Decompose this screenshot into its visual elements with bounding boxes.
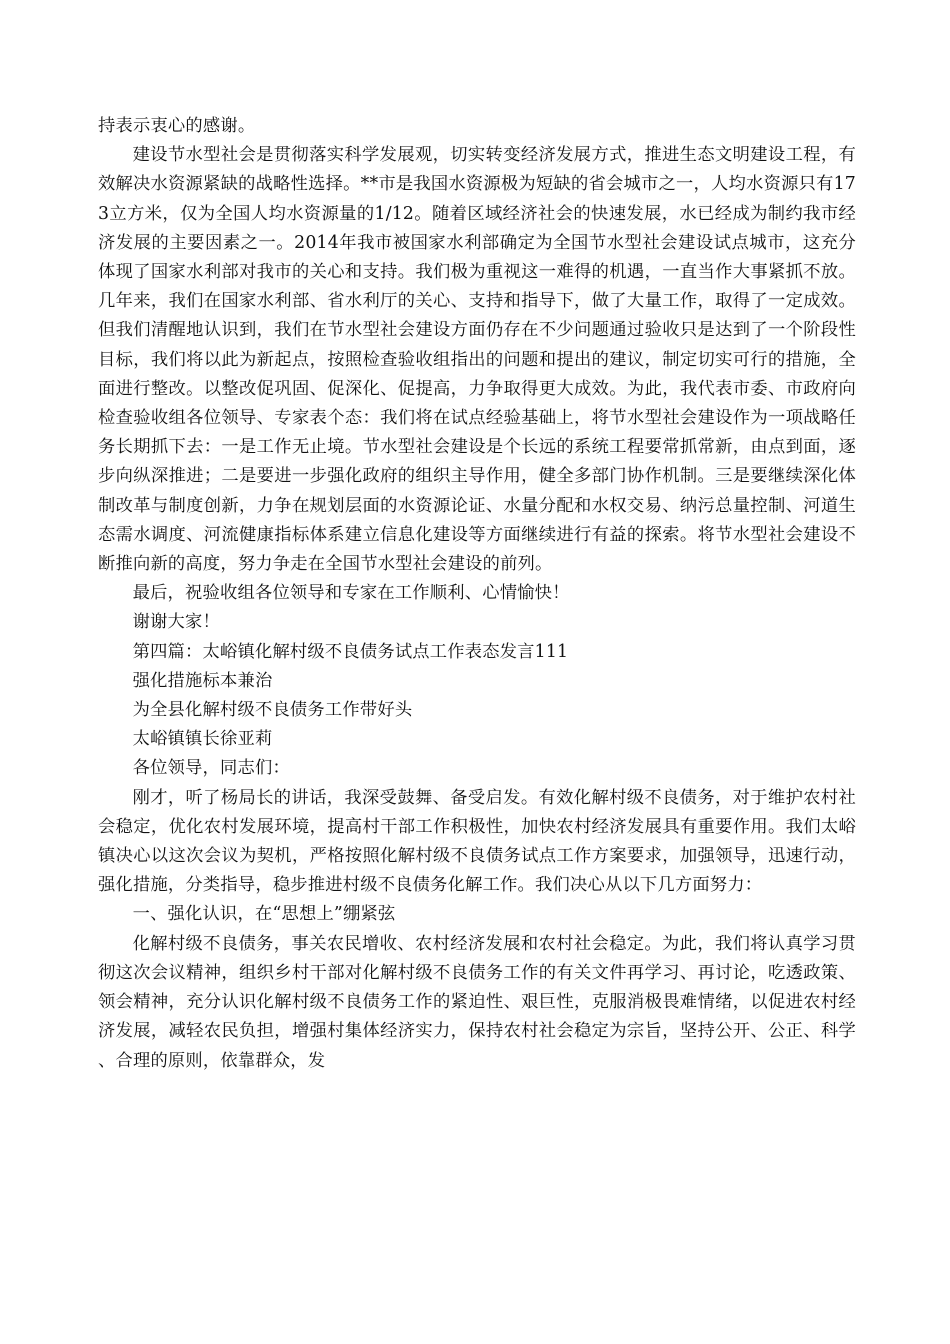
section-heading-part-four: 第四篇：太峪镇化解村级不良债务试点工作表态发言111 — [132, 641, 569, 662]
paragraph-closing-wishes: 最后，祝验收组各位领导和专家在工作顺利、心情愉快！ — [132, 583, 570, 604]
paragraph-debt-resolution: 化解村级不良债务，事关农民增收、农村经济发展和农村社会稳定。为此，我们将认真学习贯彻这次会议精神，组织乡村干部对化解村级不良债务工作的有关文件再学习、再讨论，吃透政策、领会精神，充分认识化解村级不良债务工作的紧迫性、艰巨性，克服消极畏难情绪，以促进农村经济发展，减轻农民负担，增强村集体经济实力，保持农村社会稳定为宗旨，坚持公开、公正、科学、合理的原则，依靠群众，发 — [98, 933, 856, 1071]
paragraph-continuation: 持表示衷心的感谢。 — [98, 116, 256, 136]
paragraph-thanks: 谢谢大家！ — [132, 612, 221, 633]
paragraph-speech-intro: 刚才，听了杨局长的讲话，我深受鼓舞、备受启发。有效化解村级不良债务，对于维护农村社会稳定，优化农村发展环境，提高村干部工作积极性，加快农村经济发展具有重要作用。我们太峪镇决心以这次会议为契机，严格按照化解村级不良债务试点工作方案要求，加强领导，迅速行动，强化措施，分类指导，稳步推进村级不良债务化解工作。我们决心从以下几方面努力： — [98, 787, 856, 896]
paragraph-water-saving-society: 建设节水型社会是贯彻落实科学发展观，切实转变经济发展方式，推进生态文明建设工程，有效解决水资源紧缺的战略性选择。**市是我国水资源极为短缺的省会城市之一，人均水资源只有173立方米，仅为全国人均水资源量的1/12。随着区域经济社会的快速发展，水已经成为制约我市经济发展的主要因素之一。2014年我市被国家水利部确定为全国节水型社会建设试点城市，这充分体现了国家水利部对我市的关心和支持。我们极为重视这一难得的机遇，一直当作大事紧抓不放。几年来，我们在国家水利部、省水利厅的关心、支持和指导下，做了大量工作，取得了一定成效。但我们清醒地认识到，我们在节水型社会建设方面仍存在不少问题通过验收只是达到了一个阶段性目标，我们将以此为新起点，按照检查验收组指出的问题和提出的建议，制定切实可行的措施，全面进行整改。以整改促巩固、促深化、促提高，力争取得更大成效。为此，我代表市委、市政府向检查验收组各位领导、专家表个态：我们将在试点经验基础上，将节水型社会建设作为一项战略任务长期抓下去：一是工作无止境。节水型社会建设是个长远的系统工程要常抓常新，由点到面，逐步向纵深推进；二是要进一步强化政府的组织主导作用，健全多部门协作机制。三是要继续深化体制改革与制度创新，力争在规划层面的水资源论证、水量分配和水权交易、纳污总量控制、河道生态需水调度、河流健康指标体系建立信息化建设等方面继续进行有益的探索。将节水型社会建设不断推向新的高度，努力争走在全国节水型社会建设的前列。 — [98, 145, 856, 575]
speech-author: 太峪镇镇长徐亚莉 — [132, 729, 273, 750]
speech-title-line-2: 为全县化解村级不良债务工作带好头 — [132, 700, 413, 721]
speech-salutation: 各位领导，同志们： — [132, 758, 290, 779]
speech-title-line-1: 强化措施标本兼治 — [132, 670, 273, 691]
subheading-strengthen-awareness: 一、强化认识，在“思想上”绷紧弦 — [132, 904, 396, 925]
document-page — [98, 112, 856, 1076]
